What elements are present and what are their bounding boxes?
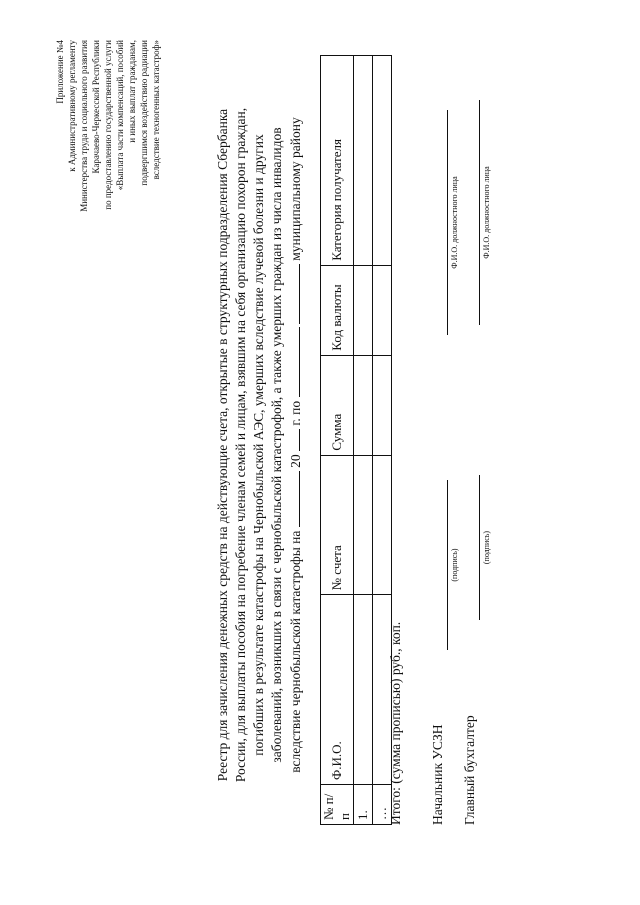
total-line: Итого: (сумма прописью) руб., коп.: [388, 621, 403, 825]
appendix-line: по предоставлению государственной услуги: [103, 40, 113, 210]
registry-table: [320, 55, 392, 825]
appendix-line: Карачаево-Черкесской Республики: [91, 40, 101, 174]
table-cell: [354, 455, 373, 595]
appendix-header: [54, 40, 162, 370]
table-cell: [354, 56, 373, 266]
accountant-signature-line: [479, 475, 480, 620]
accountant-signature-caption: (подпись): [482, 530, 491, 565]
title-line-1: Реестр для зачисления денежных средств на действующие счета, открытые в структурных подразделения Сбербанка: [215, 108, 230, 782]
head-signature-line: [447, 480, 448, 650]
document-title: [214, 85, 305, 805]
table-cell: …: [373, 785, 392, 825]
column-header: Код валюты: [321, 265, 354, 355]
table-header-row: [321, 56, 354, 825]
head-name-line: [447, 110, 448, 335]
accountant-role-label: Главный бухгалтер: [462, 715, 477, 825]
date-blank: [286, 471, 300, 527]
column-header: № счета: [321, 455, 354, 595]
appendix-line: подвергшимся воздействию радиации: [139, 40, 149, 186]
appendix-line: к Административному регламенту: [67, 40, 77, 172]
table-cell: [354, 355, 373, 455]
year-prefix: 20: [288, 454, 303, 468]
title-line-2: России, для выплаты пособия на погребение членам семей и лицам, взявшим на себя организацию похорон граждан,: [233, 107, 248, 783]
table-cell: [354, 265, 373, 355]
column-header: Сумма: [321, 355, 354, 455]
title-line-4: заболеваний, возникших в связи с чернобыльской катастрофой, а также умерших граждан из числа инвалидов: [269, 127, 284, 763]
district-blank: [286, 264, 300, 324]
column-header: Ф.И.О.: [321, 595, 354, 785]
accountant-name-caption: Ф.И.О. должностного лица: [482, 166, 491, 259]
appendix-line: Приложение №4: [55, 40, 65, 104]
table-row: [354, 56, 373, 825]
district-text: муниципальному району: [288, 117, 303, 261]
title-line-3: погибших в результате катастрофы на Чернобыльской АЭС, умерших вследствие лучевой болезни и других: [251, 134, 266, 756]
appendix-line: и иных выплат гражданам,: [127, 40, 137, 143]
column-header: Категория получателя: [321, 56, 354, 266]
table-cell: [373, 56, 392, 266]
year-suffix: г. по: [288, 400, 303, 426]
title-line-5-text: вследствие чернобыльской катастрофы на: [288, 530, 303, 773]
table-cell: [373, 355, 392, 455]
table-cell: [373, 265, 392, 355]
year-blank: [286, 429, 300, 451]
head-signature-caption: (подпись): [450, 548, 459, 582]
accountant-name-line: [479, 100, 480, 325]
appendix-line: вследствие техногенных катастроф»: [151, 40, 161, 180]
column-header: № п/п: [321, 785, 354, 825]
table-cell: 1.: [354, 785, 373, 825]
table-cell: [354, 595, 373, 785]
title-line-5: [286, 85, 305, 805]
head-name-caption: Ф.И.О. должностного лица: [450, 176, 459, 269]
table-cell: [373, 455, 392, 595]
head-role-label: Начальник УСЗН: [430, 724, 445, 825]
appendix-line: Министерства труда и социального развития: [79, 40, 89, 212]
appendix-line: «Выплата части компенсаций, пособий: [115, 40, 125, 191]
end-date-blank: [286, 328, 300, 398]
